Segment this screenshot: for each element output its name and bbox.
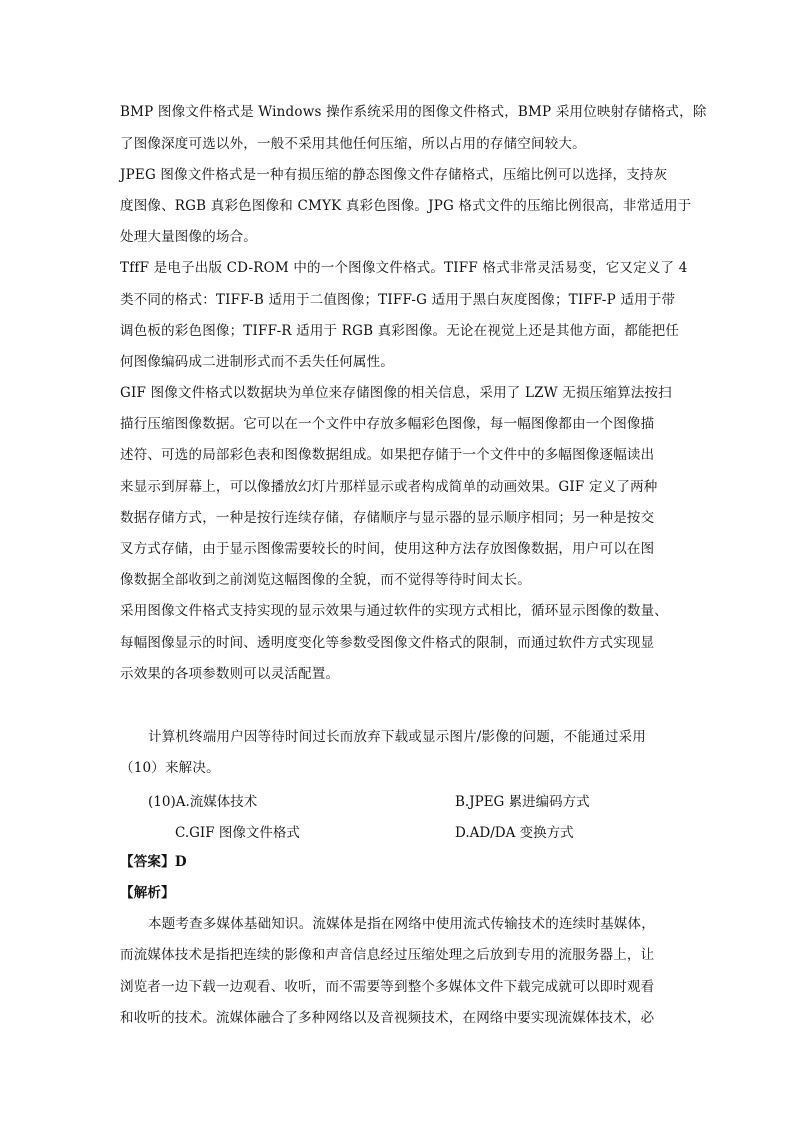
intro-line: 处理大量图像的场合。: [120, 229, 257, 245]
intro-line: TffF 是电子出版 CD-ROM 中的一个图像文件格式。TIFF 格式非常灵活易变，它又定义了 4: [120, 260, 688, 276]
analysis-line: 浏览者一边下载一边观看、收听，而不需要等到整个多媒体文件下载完成就可以即时观看: [120, 979, 655, 995]
intro-line: GIF 图像文件格式以数据块为单位来存储图像的相关信息，采用了 LZW 无损压缩算法按扫: [120, 385, 672, 401]
intro-line: 来显示到屏幕上，可以像播放幻灯片那样显示或者构成简单的动画效果。GIF 定义了两种: [120, 479, 658, 495]
question-text: 计算机终端用户因等待时间过长而放弃下载或显示图片/影像的问题，不能通过采用: [148, 729, 646, 745]
intro-line: 每幅图像显示的时间、透明度变化等参数受图像文件格式的限制，而通过软件方式实现显: [120, 635, 655, 651]
intro-line: 像数据全部收到之前浏览这幅图像的全貌，而不觉得等待时间太长。: [120, 572, 531, 588]
intro-line: 调色板的彩色图像；TIFF-R 适用于 RGB 真彩图像。无论在视觉上还是其他方面，都能把任: [120, 323, 680, 339]
option-c: C.GIF 图像文件格式: [175, 825, 300, 841]
question-blank: （10）来解决。: [120, 760, 220, 776]
analysis-line: 本题考查多媒体基础知识。流媒体是指在网络中使用流式传输技术的连续时基媒体，: [148, 916, 655, 932]
analysis-line: 和收听的技术。流媒体融合了多种网络以及音视频技术，在网络中要实现流媒体技术，必: [120, 1010, 655, 1026]
intro-line: 述符、可选的局部彩色表和图像数据组成。如果把存储于一个文件中的多幅图像逐幅读出: [120, 447, 655, 463]
intro-line: 了图像深度可选以外，一般不采用其他任何压缩，所以占用的存储空间较大。: [120, 136, 586, 152]
analysis-label: 【解析】: [120, 885, 175, 901]
intro-line: 描行压缩图像数据。它可以在一个文件中存放多幅彩色图像，每一幅图像都由一个图像描: [120, 416, 655, 432]
intro-line: BMP 图像文件格式是 Windows 操作系统采用的图像文件格式，BMP 采用位映射存储格式，除: [120, 104, 707, 120]
answer-line: [120, 852, 187, 872]
option-b: B.JPEG 累进编码方式: [455, 794, 590, 810]
intro-line: 叉方式存储，由于显示图像需要较长的时间，使用这种方法存放图像数据，用户可以在图: [120, 541, 655, 557]
intro-line: 采用图像文件格式支持实现的显示效果与通过软件的实现方式相比，循环显示图像的数量、: [120, 603, 668, 619]
intro-line: 数据存储方式，一种是按行连续存储，存储顺序与显示器的显示顺序相同；另一种是按交: [120, 510, 655, 526]
analysis-line: 而流媒体技术是指把连续的影像和声音信息经过压缩处理之后放到专用的流服务器上，让: [120, 947, 655, 963]
answer-value: D: [174, 854, 187, 870]
intro-line: 类不同的格式：TIFF-B 适用于二值图像；TIFF-G 适用于黑白灰度图像；TIFF-P 适用于带: [120, 292, 676, 308]
option-a: (10)A.流媒体技术: [148, 794, 258, 810]
intro-line: JPEG 图像文件格式是一种有损压缩的静态图像文件存储格式，压缩比例可以选择，支持灰: [120, 167, 668, 183]
option-d: D.AD/DA 变换方式: [455, 825, 574, 841]
answer-label: 【答案】: [120, 854, 175, 870]
intro-line: 何图像编码成二进制形式而不丢失任何属性。: [120, 354, 394, 370]
intro-line: 示效果的各项参数则可以灵活配置。: [120, 666, 340, 682]
intro-line: 度图像、RGB 真彩色图像和 CMYK 真彩色图像。JPG 格式文件的压缩比例很高，非常适用于: [120, 198, 692, 214]
